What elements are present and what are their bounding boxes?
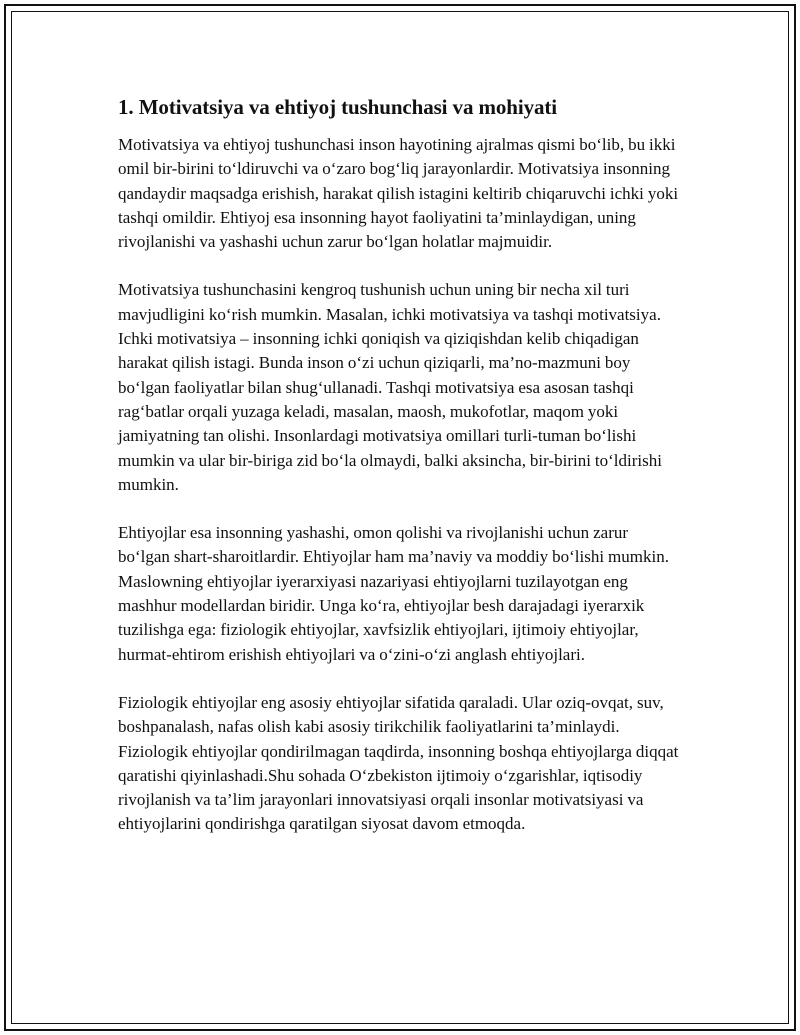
paragraph-3: Ehtiyojlar esa insonning yashashi, omon qolishi va rivojlanishi uchun zarur bo‘lgan shart-sharoitlardir. Ehtiyojlar ham ma’naviy va moddiy bo‘lishi mumkin. Maslowning ehtiyojlar iyerarxiyasi nazariyasi ehtiyojlarni tuzilayotgan eng mashhur modellardan biridir. Unga ko‘ra, ehtiyojlar besh darajadagi iyerarxik tuzilishga ega: fiziologik ehtiyojlar, xavfsizlik ehtiyojlari, ijtimoiy ehtiyojlar, hurmat-ehtirom erishish ehtiyojlari va o‘zini-o‘zi anglash ehtiyojlari. <box>118 523 669 664</box>
section-heading: 1. Motivatsiya va ehtiyoj tushunchasi va mohiyati <box>118 95 558 119</box>
document-body <box>118 93 683 861</box>
paragraph-1: Motivatsiya va ehtiyoj tushunchasi inson hayotining ajralmas qismi bo‘lib, bu ikki omil bir-birini to‘ldiruvchi va o‘zaro bog‘liq jarayonlardir. Motivatsiya insonning qandaydir maqsadga erishish, harakat qilish istagini keltirib chiqaruvchi ichki yoki tashqi omildir. Ehtiyoj esa insonning hayot faoliyatini ta’minlaydigan, uning rivojlanishi va yashashi uchun zarur bo‘lgan holatlar majmuidir. <box>118 135 679 252</box>
paragraph-4: Fiziologik ehtiyojlar eng asosiy ehtiyojlar sifatida qaraladi. Ular oziq-ovqat, suv, boshpanalash, nafas olish kabi asosiy tirikchilik faoliyatlarini ta’minlaydi. Fiziologik ehtiyojlar qondirilmagan taqdirda, insonning boshqa ehtiyojlarga diqqat qaratishi qiyinlashadi.Shu sohada O‘zbekiston ijtimoiy o‘zgarishlar, iqtisodiy rivojlanish va ta’lim jarayonlari innovatsiyasi orqali insonlar motivatsiyasi va ehtiyojlarini qondirishga qaratilgan siyosat davom etmoqda. <box>118 692 679 834</box>
paragraph-2: Motivatsiya tushunchasini kengroq tushunish uchun uning bir necha xil turi mavjudligini ko‘rish mumkin. Masalan, ichki motivatsiya va tashqi motivatsiya. Ichki motivatsiya – insonning ichki qoniqish va qiziqishdan kelib chiqadigan harakat qilish istagi. Bunda inson o‘zi uchun qiziqarli, ma’no-mazmuni boy bo‘lgan faoliyatlar bilan shug‘ullanadi. Tashqi motivatsiya esa asosan tashqi rag‘batlar orqali yuzaga keladi, masalan, maosh, mukofotlar, maqom yoki jamiyatning tan olishi. Insonlardagi motivatsiya omillari turli-tuman bo‘lishi mumkin va ular bir-biriga zid bo‘la olmaydi, balki aksincha, bir-birini to‘ldirishi mumkin. <box>118 280 662 494</box>
